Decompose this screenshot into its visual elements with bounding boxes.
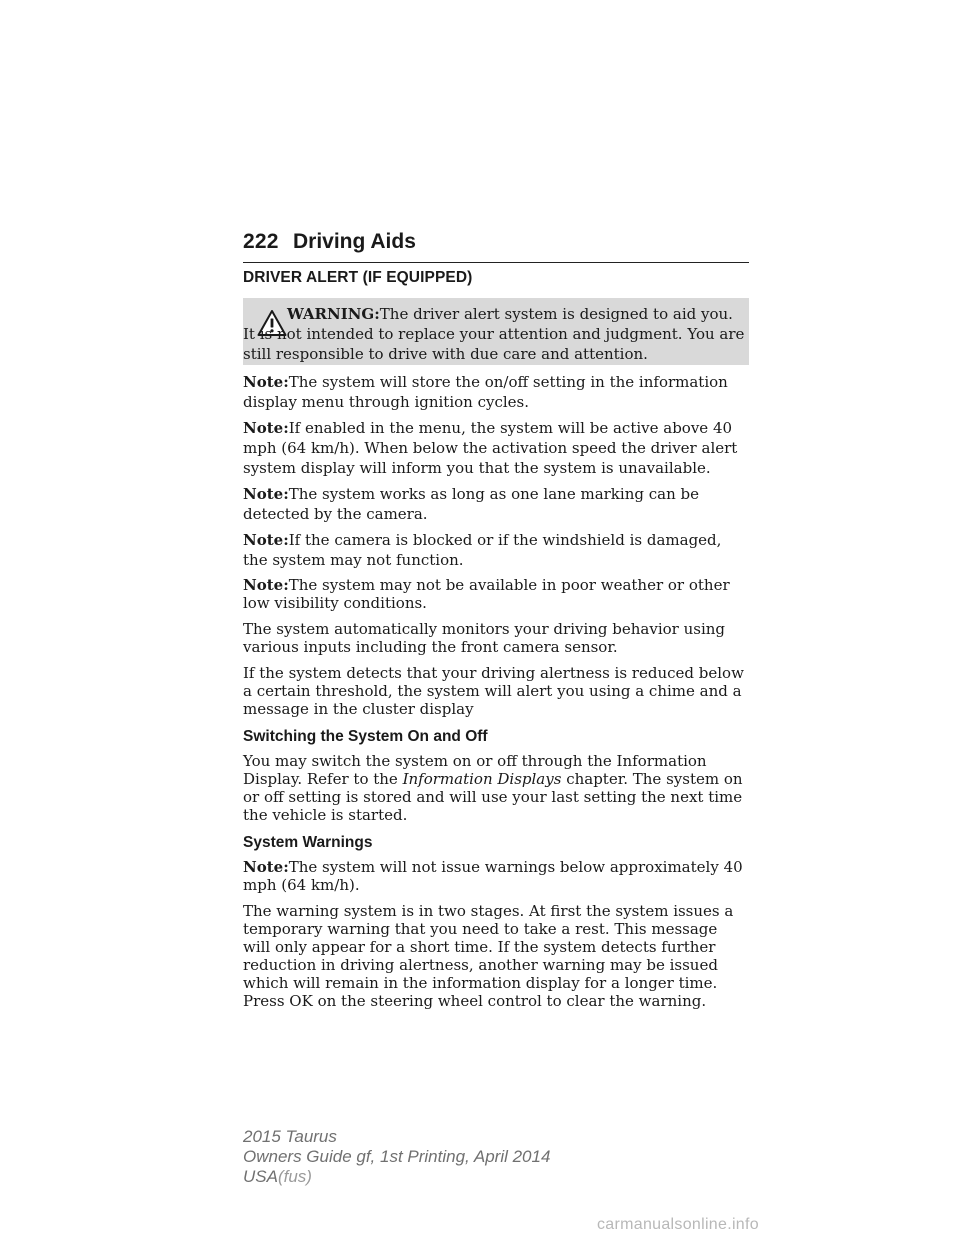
- heading-system-warnings: System Warnings: [243, 834, 373, 851]
- paragraph-warning-stages: The warning system is in two stages. At first the system issues a temporary warning that you need to take a rest. This message will only appear for a short time. If the system detects further reduction in driving alertness, another warning may be issued which will remain in the information display for a longer time. Press OK on the steering wheel control to clear the warning.: [243, 902, 734, 1010]
- note-text: If enabled in the menu, the system will be active above 40 mph (64 km/h). When below the activation speed the driver alert system display will inform you that the system is unavailable.: [243, 419, 738, 477]
- note-text: The system will not issue warnings below approximately 40 mph (64 km/h).: [243, 858, 743, 894]
- note-5: [243, 576, 749, 612]
- section-title: DRIVER ALERT (IF EQUIPPED): [243, 269, 473, 286]
- paragraph-alert: If the system detects that your driving alertness is reduced below a certain threshold, the system will alert you using a chime and a message in the cluster display: [243, 664, 744, 718]
- warning-box: [243, 298, 749, 365]
- chapter-title: Driving Aids: [293, 230, 416, 253]
- heading-switching: Switching the System On and Off: [243, 728, 488, 745]
- footer-edition: Owners Guide gf, 1st Printing, April 2014: [243, 1147, 551, 1166]
- warning-text: [243, 304, 745, 364]
- note-3: [243, 484, 749, 524]
- footer-region: [243, 1167, 550, 1187]
- note-label: Note:: [243, 485, 289, 503]
- note-text: The system will store the on/off setting in the information display menu through ignition cycles.: [243, 373, 728, 411]
- note-4: [243, 530, 749, 570]
- page-number: 222: [243, 230, 279, 253]
- cross-reference-link: Information Displays: [402, 770, 562, 788]
- page-content: [243, 372, 749, 1018]
- switching-text-before: You may switch the system on or off through the Information Display. Refer to the: [243, 752, 707, 788]
- note-text: The system works as long as one lane marking can be detected by the camera.: [243, 485, 699, 523]
- note-label: Note:: [243, 373, 289, 391]
- note-label: Note:: [243, 858, 289, 876]
- note-2: [243, 418, 749, 478]
- footer-region-main: USA: [243, 1167, 278, 1186]
- page-footer: [243, 1127, 550, 1187]
- note-text: If the camera is blocked or if the windshield is damaged, the system may not function.: [243, 531, 722, 569]
- note-label: Note:: [243, 576, 289, 594]
- note-text: The system may not be available in poor weather or other low visibility conditions.: [243, 576, 730, 612]
- warning-label: WARNING:: [287, 305, 380, 323]
- paragraph-monitoring: The system automatically monitors your driving behavior using various inputs including the front camera sensor.: [243, 620, 726, 656]
- note-1: [243, 372, 749, 412]
- paragraph-switching: [243, 752, 749, 824]
- warning-body: The driver alert system is designed to aid you. It is not intended to replace your attention and judgment. You are still responsible to drive with due care and attention.: [243, 305, 745, 363]
- note-warnings: [243, 858, 749, 894]
- watermark: carmanualsonline.info: [597, 1216, 759, 1233]
- note-label: Note:: [243, 419, 289, 437]
- footer-region-sub: (fus): [277, 1167, 312, 1186]
- page-header: [243, 230, 749, 263]
- switching-text-after: chapter. The system on or off setting is stored and will use your last setting the next time the vehicle is started.: [243, 770, 743, 824]
- note-label: Note:: [243, 531, 289, 549]
- footer-model: 2015 Taurus: [243, 1127, 337, 1146]
